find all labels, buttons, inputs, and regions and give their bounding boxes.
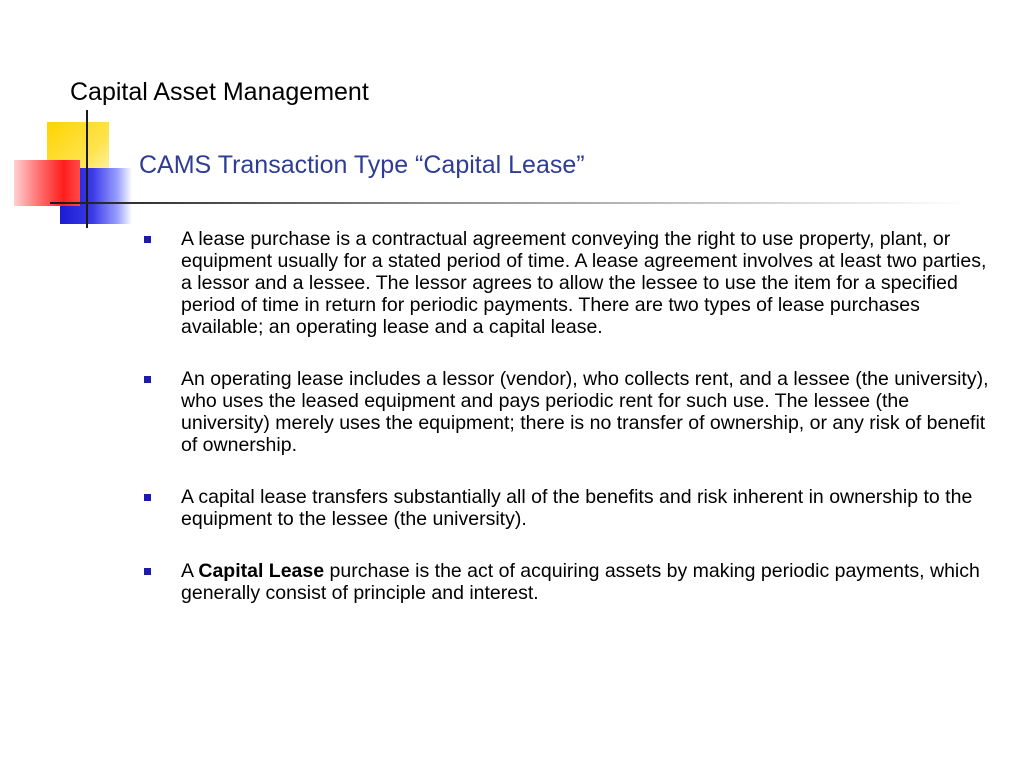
header-title: Capital Asset Management (70, 78, 369, 106)
decorative-logo (0, 0, 160, 240)
bullet-text-suffix: purchase is the act of acquiring assets by making periodic payments, which generally consist of principle and interest. (181, 560, 980, 604)
horizontal-divider-line (50, 202, 970, 204)
bullet-text: An operating lease includes a lessor (vendor), who collects rent, and a lessee (the university), who uses the leased equipment and pays periodic rent for such use. The lessee (the university) merely uses the equipment; there is no transfer of ownership, or any risk of benefit of ownership. (181, 368, 989, 456)
bullet-item (140, 560, 1000, 604)
bullet-item (140, 368, 1000, 456)
bullet-bold-term: Capital Lease (198, 560, 325, 582)
slide-title: CAMS Transaction Type “Capital Lease” (139, 151, 585, 179)
bullet-square-icon (144, 376, 151, 383)
bullet-square-icon (144, 236, 151, 243)
bullet-list (140, 228, 1000, 634)
bullet-item (140, 486, 1000, 530)
bullet-square-icon (144, 568, 151, 575)
bullet-item (140, 228, 1000, 338)
bullet-text: A lease purchase is a contractual agreement conveying the right to use property, plant, or equipment usually for a stated period of time. A lease agreement involves at least two parties, a lessor and a lessee. The lessor agrees to allow the lessee to use the item for a specified period of time in return for periodic payments. There are two types of lease purchases available; an operating lease and a capital lease. (181, 228, 987, 338)
bullet-square-icon (144, 494, 151, 501)
bullet-text: A capital lease transfers substantially all of the benefits and risk inherent in ownership to the equipment to the lessee (the university). (181, 486, 973, 530)
bullet-text-prefix: A (181, 560, 199, 582)
vertical-divider-line (86, 110, 88, 228)
red-square (14, 160, 80, 206)
